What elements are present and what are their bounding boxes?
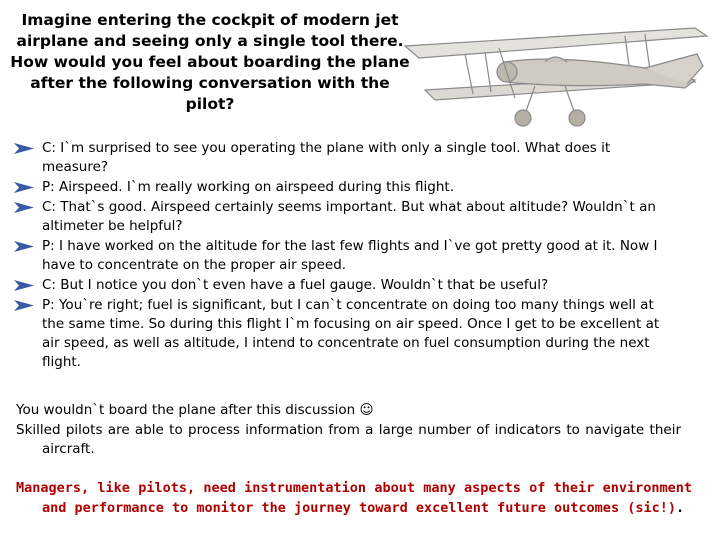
arrow-bullet-icon — [14, 280, 34, 291]
conclusion-line-2: Skilled pilots are able to process information from a large number of indicators to navigate their aircraft. — [16, 421, 681, 457]
page-title: Imagine entering the cockpit of modern jet airplane and seeing only a single tool there. How would you feel about boarding the plane after the following conversation with the pilot? — [10, 11, 410, 113]
list-item — [14, 178, 674, 197]
arrow-bullet-icon — [14, 300, 34, 311]
dialog-line: P: You`re right; fuel is significant, but I can`t concentrate on doing too many things well at the same time. So during this flight I`m focusing on air speed. Once I get to be excellent at air speed, as well as altitude, I intend to concentrate on fuel consumption during the next flight. — [42, 297, 660, 370]
moral-tail: . — [675, 499, 685, 516]
moral-statement — [16, 479, 692, 518]
dialog-line: C: But I notice you don`t even have a fuel gauge. Wouldn`t that be useful? — [42, 277, 549, 293]
list-item — [14, 296, 674, 372]
list-item — [14, 276, 674, 295]
arrow-bullet-icon — [14, 241, 34, 252]
list-item — [14, 198, 674, 236]
dialog-line: C: I`m surprised to see you operating the plane with only a single tool. What does it measure? — [42, 140, 611, 175]
conclusion — [16, 401, 681, 460]
conclusion-line-1: You wouldn`t board the plane after this discussion ☺ — [16, 402, 374, 418]
list-item — [14, 237, 674, 275]
moral-text: Managers, like pilots, need instrumentation about many aspects of their environment and performance to monitor the journey toward excellent future outcomes (sic!) — [16, 480, 692, 516]
dialog-line: C: That`s good. Airspeed certainly seems important. But what about altitude? Wouldn`t an altimeter be helpful? — [42, 199, 656, 234]
biplane-icon — [395, 18, 715, 136]
conversation-list — [14, 139, 674, 373]
arrow-bullet-icon — [14, 182, 34, 193]
dialog-line: P: Airspeed. I`m really working on airspeed during this flight. — [42, 179, 454, 195]
list-item — [14, 139, 674, 177]
arrow-bullet-icon — [14, 202, 34, 213]
dialog-line: P: I have worked on the altitude for the last few flights and I`ve got pretty good at it. Now I have to concentrate on the proper air speed. — [42, 238, 658, 273]
arrow-bullet-icon — [14, 143, 34, 154]
